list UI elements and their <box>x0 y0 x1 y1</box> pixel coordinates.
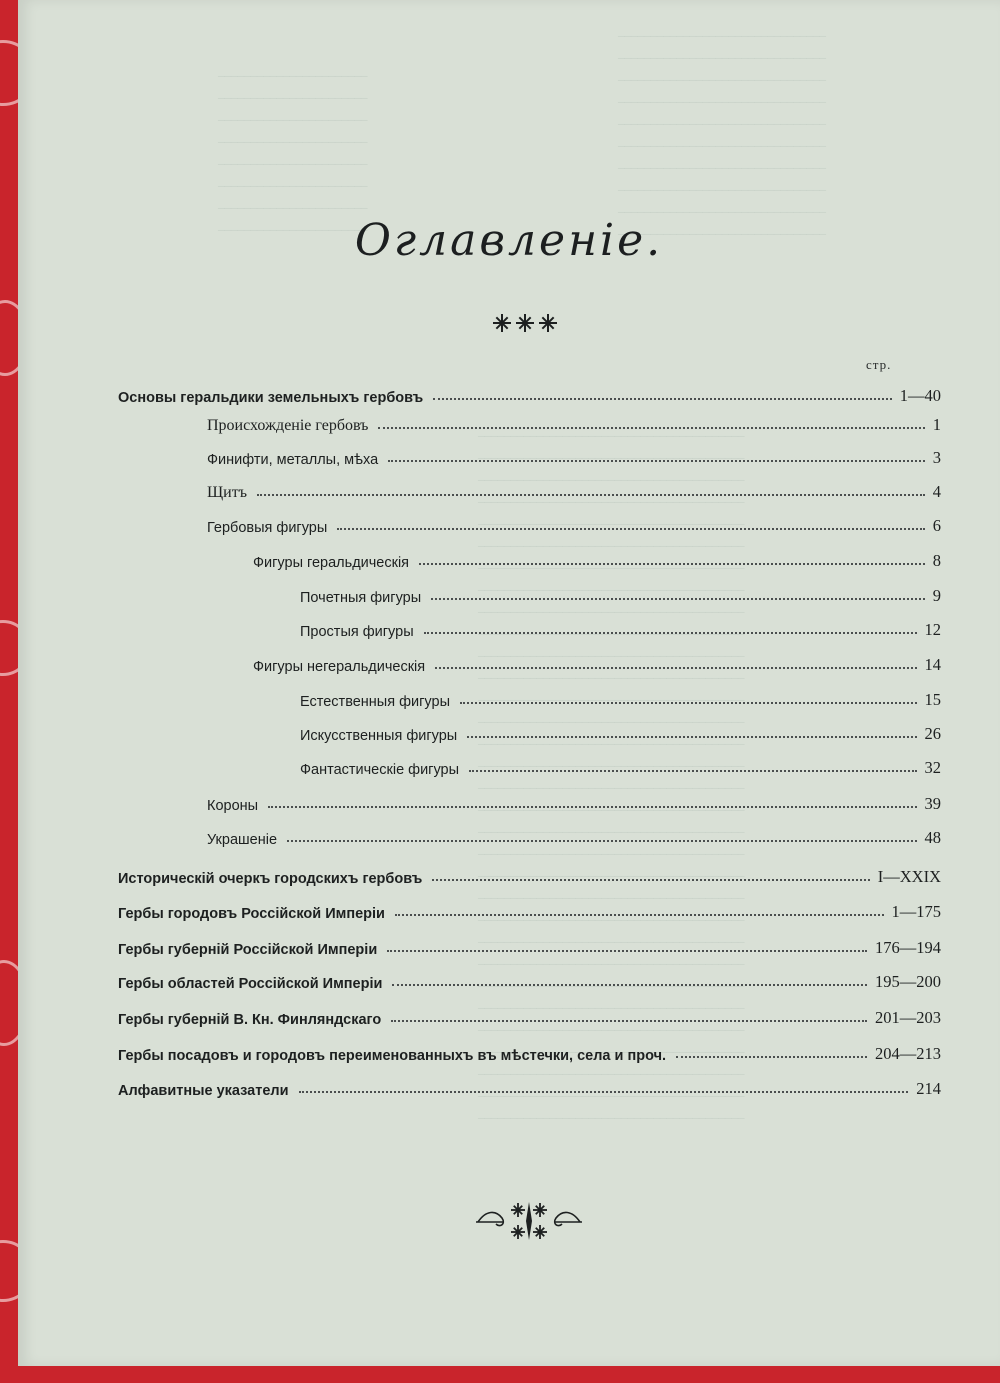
toc-entry-label: Основы геральдики земельныхъ гербовъ <box>118 390 424 406</box>
toc-entry-label: Украшеніе <box>207 832 278 848</box>
toc-entry-label: Финифти, металлы, мѣха <box>207 452 379 468</box>
dot-leader <box>299 1090 909 1093</box>
toc-entry <box>207 786 941 814</box>
ornament-icon <box>490 312 560 334</box>
toc-entry-page: 1—175 <box>891 902 941 921</box>
dot-leader <box>391 1019 867 1022</box>
toc-entry-label: Почетныя фигуры <box>300 590 422 606</box>
dot-leader <box>268 805 916 808</box>
document-page <box>18 0 1000 1366</box>
toc-entry-label: Происхожденіе гербовъ <box>207 417 369 434</box>
toc-entry-page: 9 <box>932 586 941 605</box>
toc-entry-page: 1—40 <box>899 386 941 405</box>
dot-leader <box>395 913 884 916</box>
dot-leader <box>433 397 891 400</box>
toc-entry-page: 176—194 <box>875 938 941 957</box>
toc-entry-page: 4 <box>932 482 941 501</box>
toc-entry-page: 8 <box>932 551 941 570</box>
toc-entry <box>118 1000 941 1028</box>
toc-entry <box>118 1036 941 1064</box>
toc-entry <box>118 930 941 958</box>
toc-entry <box>118 1071 941 1099</box>
dot-leader <box>378 426 924 429</box>
dot-leader <box>469 769 916 772</box>
dot-leader <box>676 1055 867 1058</box>
toc-entry-page: 15 <box>924 690 941 709</box>
toc-entry <box>118 894 941 922</box>
toc-entry-page: 39 <box>924 794 941 813</box>
dot-leader <box>460 701 916 704</box>
toc-entry-label: Фигуры негеральдическія <box>253 659 426 675</box>
toc-entry-label: Гербы городовъ Россійской Имперіи <box>118 906 385 922</box>
dot-leader <box>392 983 867 986</box>
toc-entry <box>300 750 941 778</box>
page-title: Оглавленіе. <box>354 215 664 266</box>
toc-entry-page: 12 <box>924 620 941 639</box>
toc-entry-page: 204—213 <box>875 1044 941 1063</box>
dot-leader <box>257 493 925 496</box>
toc-entry <box>207 474 941 502</box>
dot-leader <box>287 839 916 842</box>
toc-entry-label: Гербовыя фигуры <box>207 520 328 536</box>
tailpiece-ornament-icon <box>474 1196 584 1246</box>
toc-entry-label: Простыя фигуры <box>300 624 414 640</box>
bleed-through-texture-2: _______________________ _______________________ _______________________ _______________________ _______________________ _______________________ _______________________ _______________________ <box>218 63 368 232</box>
dot-leader <box>387 949 867 952</box>
toc-entry <box>300 612 941 640</box>
toc-entry <box>207 508 941 536</box>
toc-entry-page: 26 <box>924 724 941 743</box>
toc-entry-page: 195—200 <box>875 972 941 991</box>
dot-leader <box>424 631 917 634</box>
dot-leader <box>435 666 916 669</box>
toc-entry <box>118 859 941 887</box>
toc-entry-page: 6 <box>932 516 941 535</box>
toc-entry <box>300 716 941 744</box>
dot-leader <box>431 597 925 600</box>
toc-entry-page: 14 <box>924 655 941 674</box>
toc-entry-label: Историческій очеркъ городскихъ гербовъ <box>118 871 423 887</box>
bleed-through-texture-3: _________________________________________ _________________________________________ _________________________________________ _________________________________________ _________________________________________ _________________________________________ _________________________________________ _________________________________________ _________________________________________ _________________________________________ _________________________________________ _________________________________________ _________________________________________ _________________________________________ _________________________________________ _________________________________________ _________________________________________ _________________________________________ _________________________________________ _________________________________________ _________________________________________ _________________________________________ _________________________________________ _________________________________________ _________________________________________ _________________________________________ _________________________________________ _________________________________________ _________________________________________ _________________________________________ _________________________________________ _________________________________________ <box>478 423 745 1120</box>
toc-entry-label: Фигуры геральдическія <box>253 555 410 571</box>
page-column-header: стр. <box>866 357 892 372</box>
toc-entry-page: 32 <box>924 758 941 777</box>
toc-entry-label: Короны <box>207 798 259 814</box>
toc-entry-page: 48 <box>924 828 941 847</box>
toc-entry <box>118 964 941 992</box>
toc-entry-label: Гербы губерній В. Кн. Финляндскаго <box>118 1012 382 1028</box>
dot-leader <box>467 735 916 738</box>
toc-entry-label: Фантастическіе фигуры <box>300 762 460 778</box>
toc-entry-page: 214 <box>916 1079 941 1098</box>
toc-entry <box>207 407 941 435</box>
toc-entry <box>300 682 941 710</box>
toc-entry-label: Искусственныя фигуры <box>300 728 458 744</box>
toc-entry-page: 201—203 <box>875 1008 941 1027</box>
toc-entry-label: Гербы посадовъ и городовъ переименованныхъ въ мѣстечки, села и проч. <box>118 1048 667 1064</box>
dot-leader <box>432 878 869 881</box>
toc-entry <box>253 543 941 571</box>
toc-entry-label: Естественныя фигуры <box>300 694 451 710</box>
toc-entry-page: 3 <box>932 448 941 467</box>
toc-entry-page: I—XXIX <box>877 867 941 886</box>
toc-entry-label: Гербы областей Россійской Имперіи <box>118 976 383 992</box>
toc-entry <box>207 440 941 468</box>
dot-leader <box>388 459 925 462</box>
toc-entry-label: Алфавитные указатели <box>118 1083 289 1099</box>
toc-entry-page: 1 <box>932 415 941 434</box>
bleed-through-texture: ________________________________ ________________________________ ________________________________ ________________________________ ________________________________ ________________________________ ________________________________ ________________________________ ________________________________ ________________________________ <box>618 23 826 236</box>
toc-entry <box>118 378 941 406</box>
toc-entry-label: Гербы губерній Россійской Имперіи <box>118 942 378 958</box>
toc-entry <box>207 820 941 848</box>
dot-leader <box>337 527 924 530</box>
toc-entry-label: Щитъ <box>207 484 247 501</box>
toc-entry <box>253 647 941 675</box>
toc-entry <box>300 578 941 606</box>
dot-leader <box>419 562 925 565</box>
